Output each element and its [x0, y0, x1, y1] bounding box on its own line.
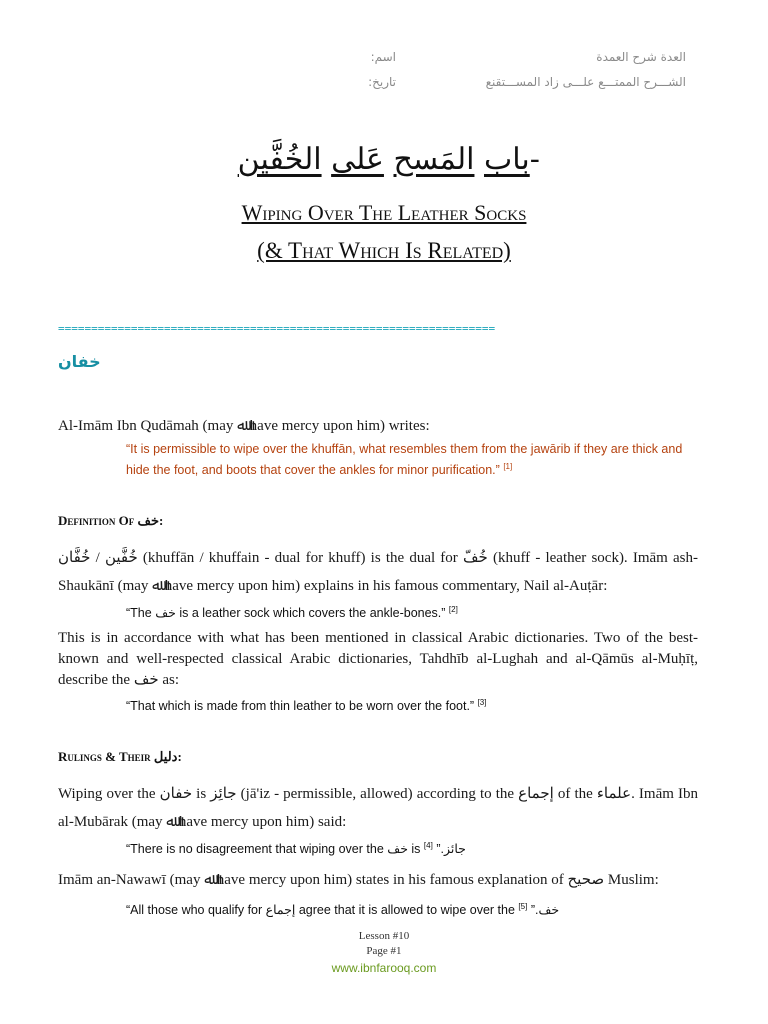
title-word-1: باب [484, 142, 530, 177]
rulings-quote-1: “There is no disagreement that wiping over the خف is جائز.” [4] [126, 841, 466, 857]
footnote-ref-3[interactable]: [3] [477, 698, 487, 707]
footnote-ref-5[interactable]: [5] [518, 902, 528, 911]
section-divider: ================================================================== [58, 322, 496, 335]
definition-quote-1: “The خف is a leather sock which covers the ankle-bones.” [2] [126, 605, 458, 621]
arabic-chapter-title [0, 142, 768, 177]
footnote-ref-2[interactable]: [2] [448, 605, 458, 614]
footnote-ref-1[interactable]: [1] [503, 462, 513, 471]
header-book-title-2: الشـــرح الممتـــع علـــى زاد المســـتقنع [485, 75, 686, 89]
footer-lesson: Lesson #10 [358, 930, 410, 942]
footer-page-number: Page #1 [366, 945, 402, 957]
definition-quote-2: “That which is made from thin leather to be worn over the foot.” [3] [126, 698, 487, 714]
definition-paragraph-2: This is in accordance with what has been mentioned in classical Arabic dictionaries. Two of the best-known and well-respected classical Arabic dictionaries, Tahdhīb al-Lughah and al-Qāmūs al-Muḥīṭ, describe the خف as: [58, 630, 698, 688]
rulings-paragraph-2: Imām an-Nawawī (may ﷲ have mercy upon him) states in his famous explanation of صحيح Muslim: [58, 872, 659, 888]
footnote-ref-4[interactable]: [4] [423, 841, 433, 850]
rulings-heading: Rulings & Their دليل: [58, 749, 182, 764]
footer-website-link[interactable]: www.ibnfarooq.com [331, 961, 437, 975]
section-heading: خفان [58, 352, 101, 371]
definition-heading: Definition Of خف: [58, 513, 164, 528]
english-title-line-1: Wiping Over The Leather Socks [241, 200, 527, 225]
header-name-label: اسم: [370, 50, 396, 64]
definition-paragraph-1: خُفَّين / خُفَّان (khuffān / khuffain - dual for khuff) is the dual for خُفّ (khuff - leather sock). Imām ash-Shaukānī (may ﷲ have mercy upon him) explains in his famous commentary, Nail al-Auṭār: [58, 550, 698, 594]
header-book-title-1: العدة شرح العمدة [596, 50, 686, 64]
title-dash: - [529, 142, 540, 177]
rulings-quote-2: “All those who qualify for إجماع agree that it is allowed to wipe over the خف.” [5] [126, 902, 560, 918]
title-word-4: الخُفَّين [237, 142, 322, 177]
intro-quote: “It is permissible to wipe over the khuffān, what resembles them from the jawārib if they are thick and hide the foot, and boots that cover the ankles for minor purification.” [1] [126, 442, 683, 478]
english-title-line-2: (& That Which Is Related) [257, 238, 511, 263]
header-date-label: تاريخ: [368, 75, 396, 89]
rulings-paragraph-1: Wiping over the خفان is جائِز (jā'iz - permissible, allowed) according to the إجماع of the علماء. Imām Ibn al-Mubārak (may ﷲ have mercy upon him) said: [58, 786, 699, 830]
intro-paragraph: Al-Imām Ibn Qudāmah (may ﷲ have mercy upon him) writes: [58, 418, 430, 434]
title-word-2: المَسح [393, 142, 475, 177]
title-word-3: عَلى [331, 142, 384, 177]
